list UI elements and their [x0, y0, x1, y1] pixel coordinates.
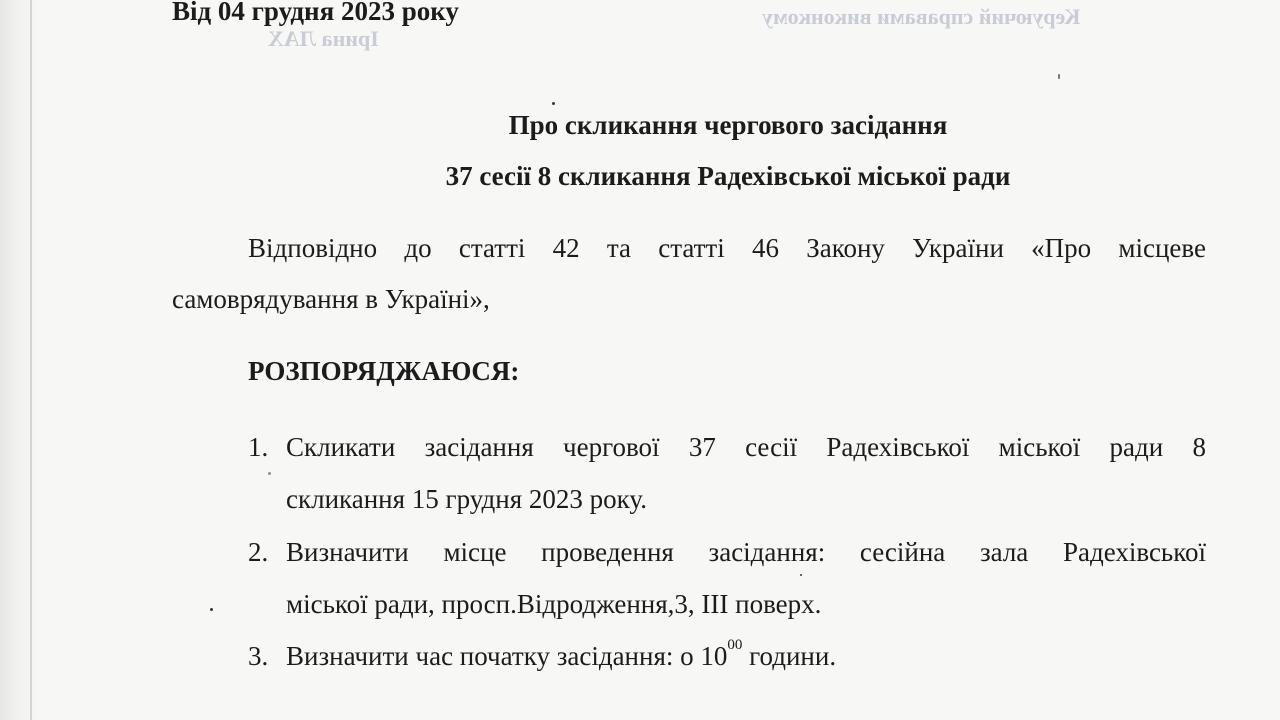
item-text-line-2: скликання 15 грудня 2023 року. [286, 484, 647, 514]
preamble-line-1: Відповідно до статті 42 та статті 46 Закону України «Про місцеве [248, 233, 1206, 263]
scan-fold-line [30, 0, 32, 720]
item-number: 3. [248, 641, 269, 671]
order-heading: РОЗПОРЯДЖАЮСЯ: [248, 356, 520, 386]
item-text-line-1: Визначити місце проведення засідання: сесійна зала Радехівської [286, 537, 1206, 567]
item-text: Визначити час початку засідання: о 10 [286, 641, 728, 671]
scan-speck [552, 102, 555, 105]
bleed-through-name: Ірина ЛАХ [268, 26, 379, 51]
bleed-through-position: Керуючий справами виконкому [762, 4, 1081, 29]
item-number: 1. [248, 432, 269, 462]
document-title-line-2: 37 сесії 8 скликання Радехівської міської ради [445, 161, 1011, 191]
item-text-line-2: міської ради, просп.Відродження,3, ІІІ поверх. [286, 589, 822, 619]
document-date: Від 04 грудня 2023 року [172, 0, 459, 26]
scan-speck [1058, 74, 1060, 79]
scan-speck [210, 608, 213, 611]
item-text-line-1: Скликати засідання чергової 37 сесії Радехівської міської ради 8 [286, 432, 1206, 462]
preamble-line-2: самоврядування в Україні», [172, 284, 490, 314]
scan-speck [268, 472, 271, 475]
document-title-line-1: Про скликання чергового засідання [508, 110, 948, 140]
item-text-suffix: години. [742, 641, 837, 671]
scan-edge-shadow [0, 0, 42, 720]
item-number: 2. [248, 537, 269, 567]
scan-speck [800, 574, 802, 576]
superscript-minutes: 00 [727, 637, 743, 653]
item-text-line-1 [286, 637, 837, 672]
